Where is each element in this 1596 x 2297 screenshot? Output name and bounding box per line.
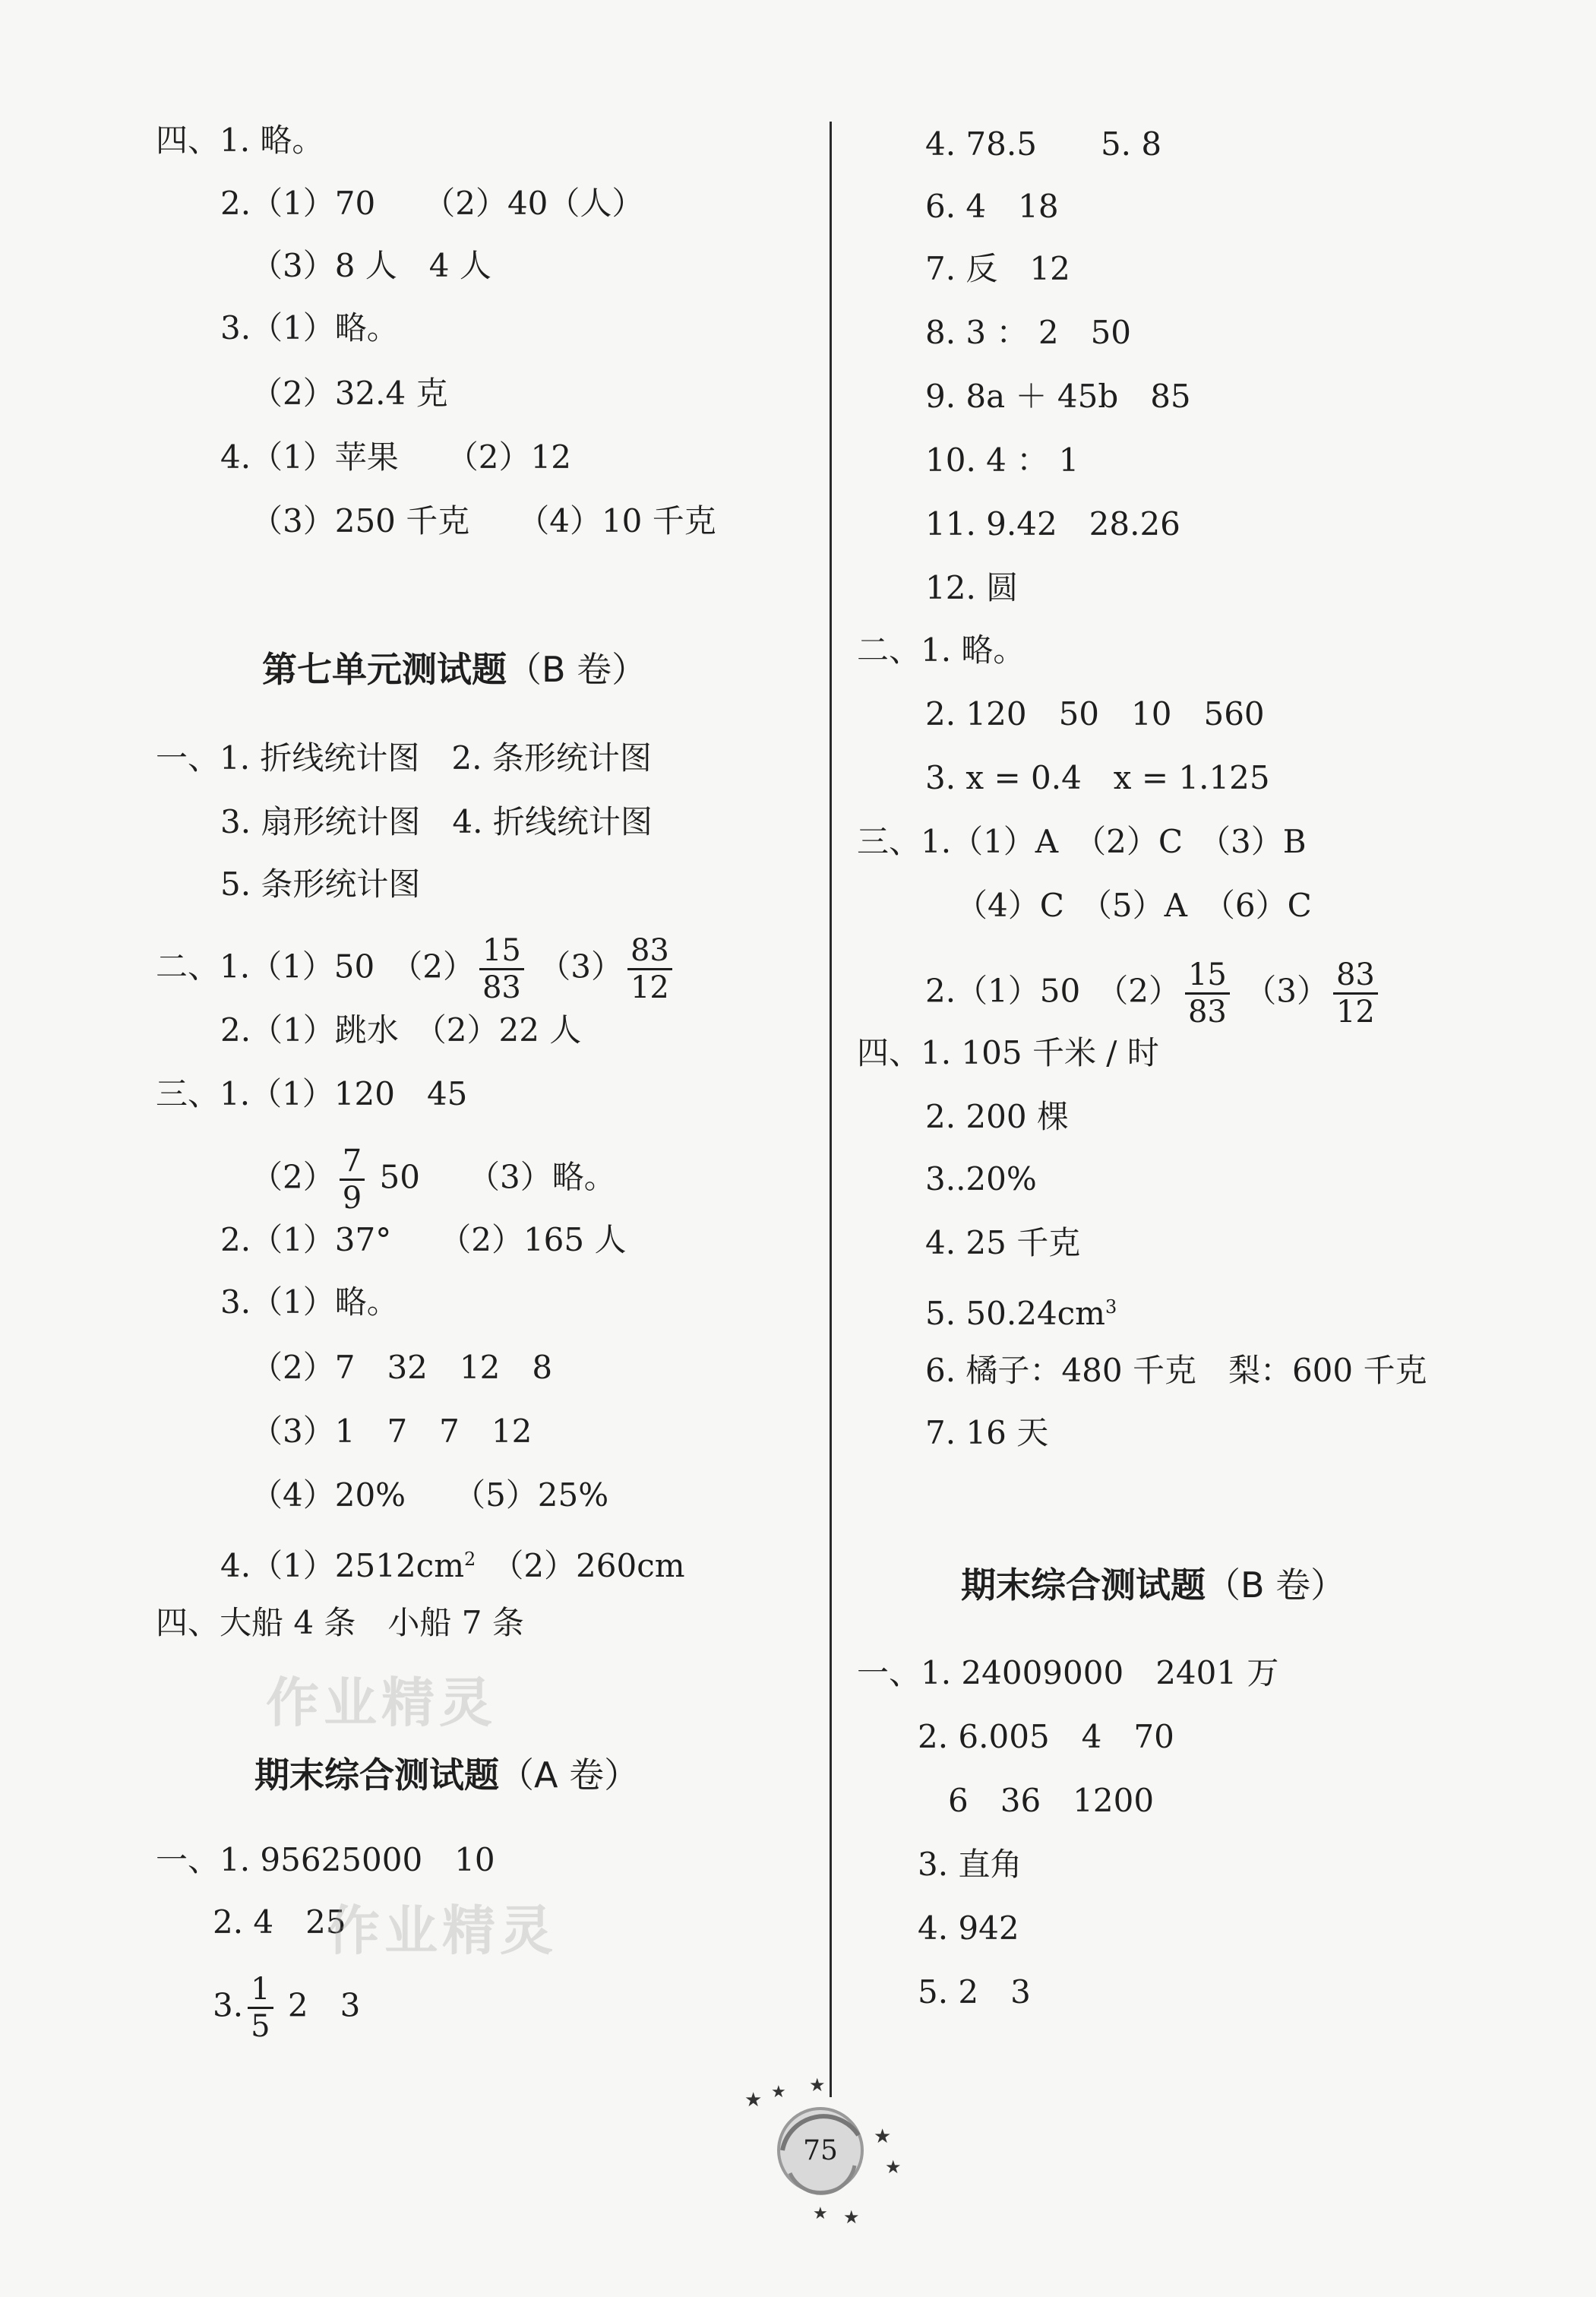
answer-line: 四、大船 4 条 小船 7 条: [156, 1604, 524, 1641]
answer-line-fraction: （2） $\frac{7}{9}$ 50 （3）略。: [251, 1144, 616, 1216]
answer-line: 9. 8a ＋ 45b 85: [925, 378, 1191, 415]
answer-line: 2. 200 棵: [925, 1098, 1069, 1135]
section-title-unit7-b: 第七单元测试题（B 卷）: [262, 649, 647, 690]
answer-line: （2）7 32 12 8: [251, 1349, 553, 1386]
watermark: 作业精灵: [327, 1900, 558, 1962]
svg-text:★: ★: [874, 2125, 892, 2148]
section-title-final-a: 期末综合测试题（A 卷）: [254, 1754, 640, 1796]
answer-line: 一、1. 折线统计图 2. 条形统计图: [156, 739, 652, 777]
answer-line: 5. 条形统计图: [220, 865, 421, 903]
answer-line: 2. 4 25: [213, 1903, 346, 1941]
page-number: 75: [803, 2135, 838, 2166]
svg-text:★: ★: [744, 2089, 763, 2112]
answer-line: 4. 942: [918, 1909, 1019, 1947]
answer-line: 5. $50.24cm^3$: [925, 1295, 1117, 1332]
answer-line: 一、1. 95625000 10: [156, 1841, 495, 1878]
answer-line: 3..20%: [925, 1160, 1037, 1198]
answer-line: 三、1.（1）120 45: [156, 1075, 468, 1112]
answer-line: 4.（1）苹果 （2）12: [220, 438, 571, 476]
answer-line: 8. 3 ： 2 50: [925, 314, 1132, 351]
answer-line: （3）1 7 7 12: [251, 1413, 533, 1450]
svg-text:★: ★: [771, 2083, 786, 2102]
answer-line: 2.（1）70 （2）40（人）: [220, 185, 644, 222]
answer-line: 12. 圆: [925, 569, 1019, 606]
watermark: 作业精灵: [266, 1672, 497, 1734]
answer-line: 5. 2 3: [918, 1973, 1031, 2011]
answer-line-fraction: 3. $\frac{1}{5}$ 2 3: [213, 1972, 361, 2044]
fraction: $\frac{7}{9}$: [340, 1144, 365, 1216]
answer-line: 4. 25 千克: [925, 1224, 1081, 1261]
section-title-final-b: 期末综合测试题（B 卷）: [961, 1565, 1346, 1606]
answer-line: 3.（1）略。: [220, 1283, 399, 1321]
answer-line: 四、1. 105 千米 / 时: [857, 1034, 1159, 1071]
answer-line: 四、1. 略。: [156, 122, 324, 159]
answer-line: 4. 78.5 5. 8: [925, 125, 1162, 163]
answer-line: 6. 4 18: [925, 188, 1059, 225]
answer-line: 10. 4 ： 1: [925, 441, 1079, 479]
answer-line: （4）20% （5）25%: [251, 1476, 609, 1514]
answer-line: 7. 反 12: [925, 250, 1070, 287]
answer-line: 6 36 1200: [948, 1782, 1155, 1819]
page-number-badge: [729, 2074, 927, 2226]
answer-line: 2. 6.005 4 70: [918, 1718, 1174, 1755]
answer-line: 一、1. 24009000 2401 万: [857, 1654, 1279, 1691]
answer-line: 7. 16 天: [925, 1414, 1049, 1451]
answer-line: 11. 9.42 28.26: [925, 505, 1180, 543]
svg-text:★: ★: [809, 2074, 826, 2096]
svg-text:★: ★: [813, 2204, 828, 2223]
answer-line: 2. 120 50 10 560: [925, 695, 1265, 732]
answer-line: 3. 扇形统计图 4. 折线统计图: [220, 803, 653, 840]
answer-line: 3. 直角: [918, 1846, 1022, 1883]
answer-line: （3）250 千克 （4）10 千克: [251, 502, 716, 539]
answer-line: （3）8 人 4 人: [251, 247, 491, 284]
svg-text:★: ★: [885, 2156, 902, 2178]
answer-line: （2）32.4 克: [251, 375, 448, 412]
fraction: $\frac{15}{83}$: [1185, 957, 1230, 1030]
answer-line: （4）C （5）A （6）C: [956, 887, 1312, 924]
answer-line: 三、1.（1）A （2）C （3）B: [857, 823, 1307, 860]
answer-line: 6. 橘子：480 千克 梨：600 千克: [925, 1352, 1427, 1389]
answer-line-fractions: 二、1.（1）50 （2） $\frac{15}{83}$ （3） $\frac{83}{12}$: [156, 933, 677, 1005]
column-divider: [830, 122, 832, 2097]
svg-text:★: ★: [843, 2207, 860, 2226]
answer-line: 2.（1）跳水 （2）22 人: [220, 1011, 582, 1049]
answer-line: 3. x = 0.4 x = 1.125: [925, 759, 1270, 796]
answer-line: 二、1. 略。: [857, 631, 1026, 669]
fraction: $\frac{15}{83}$: [479, 933, 524, 1005]
answer-line: 2.（1）37° （2）165 人: [220, 1221, 627, 1258]
fraction: $\frac{1}{5}$: [248, 1972, 273, 2044]
answer-line: $4.(1)2512cm^2$ （2）260cm: [220, 1547, 685, 1584]
answer-line: 3.（1）略。: [220, 309, 399, 346]
fraction: $\frac{83}{12}$: [1333, 957, 1378, 1030]
fraction: $\frac{83}{12}$: [627, 933, 672, 1005]
answer-line-fractions: 2.（1）50 （2） $\frac{15}{83}$ （3） $\frac{83}{12}$: [925, 957, 1383, 1030]
